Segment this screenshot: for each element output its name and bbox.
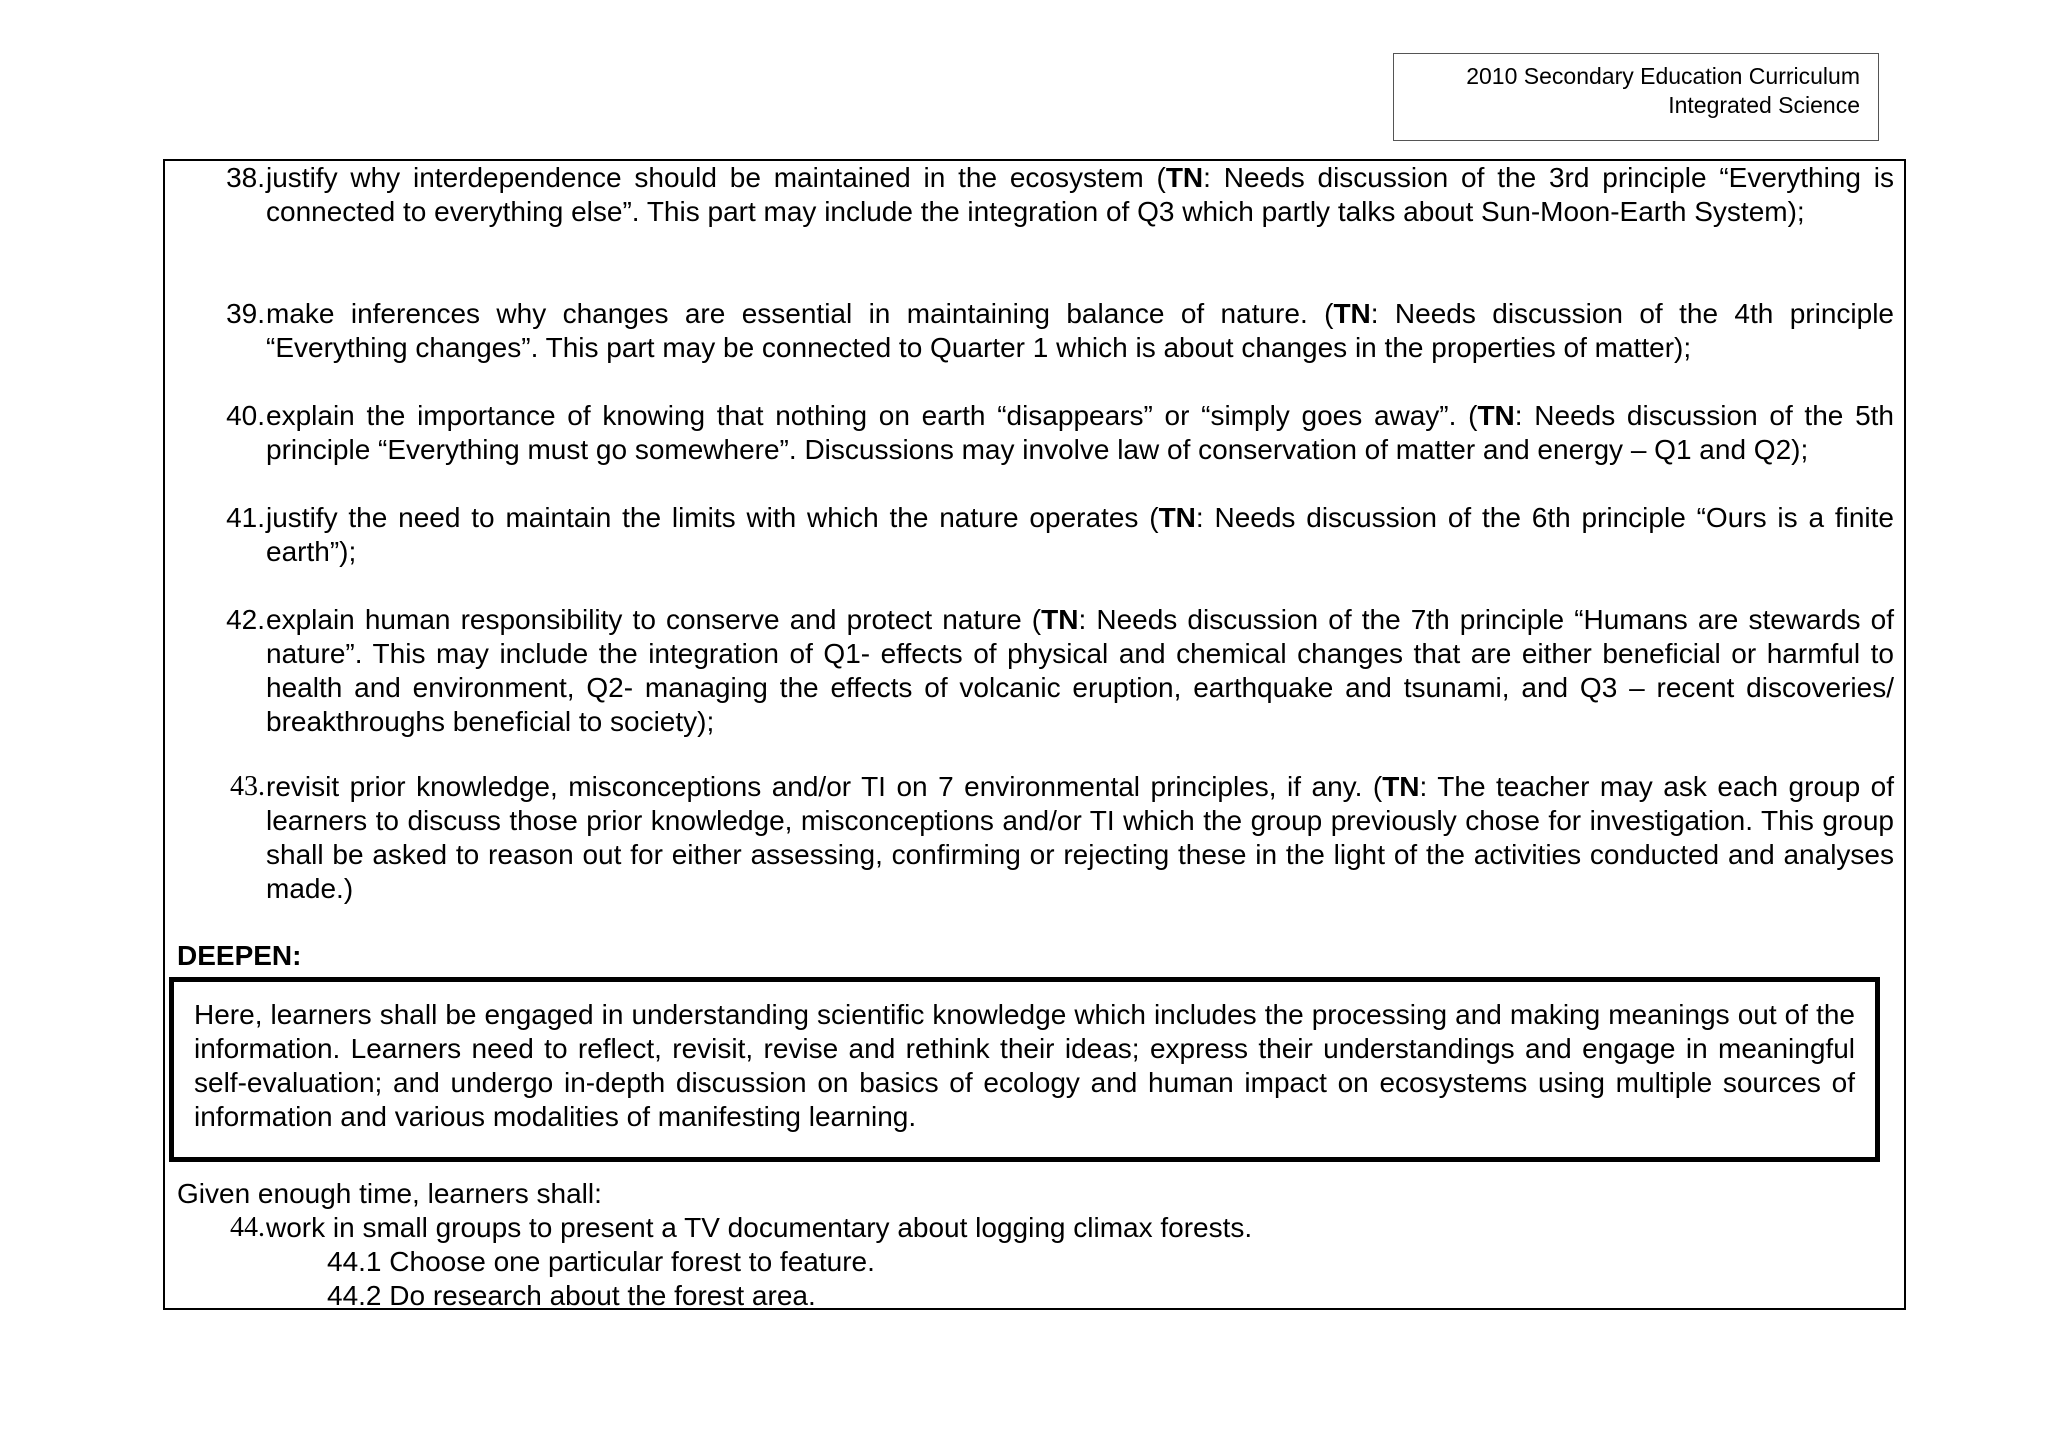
item-text: justify the need to maintain the limits with which the nature operates (TN: Needs discussion of the 6th principle “Ours is a finite earth”); xyxy=(266,502,1895,567)
deepen-heading: DEEPEN: xyxy=(177,940,302,971)
item-number: 44. xyxy=(230,1212,265,1243)
item-text: work in small groups to present a TV documentary about logging climax forests. xyxy=(266,1212,1253,1243)
teacher-note-label: TN xyxy=(1158,502,1196,533)
subitem-44-1: 44.1 Choose one particular forest to feature. xyxy=(327,1246,875,1277)
subitem-44-2: 44.2 Do research about the forest area. xyxy=(327,1280,816,1311)
curriculum-header-box xyxy=(1393,53,1879,141)
item-number: 43. xyxy=(230,771,265,802)
teacher-note-label: TN xyxy=(1165,162,1204,193)
item-number: 39. xyxy=(226,298,265,329)
item-text: explain human responsibility to conserve and protect nature (TN: Needs discussion of the 7th principle “Humans are stewards of nature”. This may include the integration of Q1- effects of physical and chemical changes that are either beneficial or harmful to health and environment, Q2- managing the effects of volcanic eruption, earthquake and tsunami, and Q3 – recent discoveries/ breakthroughs beneficial to society); xyxy=(266,604,1894,737)
teacher-note-label: TN xyxy=(1333,298,1371,329)
teacher-note-label: TN xyxy=(1477,400,1515,431)
item-text: justify why interdependence should be maintained in the ecosystem (TN: Needs discussion of the 3rd principle “Everything is connected to everything else”. This part may include the integration of Q3 which partly talks about Sun-Moon-Earth System); xyxy=(266,162,1894,227)
item-number: 40. xyxy=(226,400,265,431)
item-number: 38. xyxy=(226,162,265,193)
header-curriculum-title: 2010 Secondary Education Curriculum xyxy=(1466,63,1860,89)
item-text: make inferences why changes are essential in maintaining balance of nature. (TN: Needs discussion of the 4th principle “Everything changes”. This part may be connected to Quarter 1 which is about changes in the properties of matter); xyxy=(266,298,1894,363)
item-number: 41. xyxy=(226,502,265,533)
item-text: revisit prior knowledge, misconceptions and/or TI on 7 environmental principles, if any. (TN: The teacher may ask each group of learners to discuss those prior knowledge, misconceptions and/or TI which the group previously chose for investigation. This group shall be asked to reason out for either assessing, confirming or rejecting these in the light of the activities conducted and analyses made.) xyxy=(266,771,1895,904)
teacher-note-label: TN xyxy=(1382,771,1420,802)
item-text: explain the importance of knowing that nothing on earth “disappears” or “simply goes away”. (TN: Needs discussion of the 5th principle “Everything must go somewhere”. Discussions may involve law of conservation of matter and energy – Q1 and Q2); xyxy=(266,400,1894,465)
content-frame xyxy=(163,159,1906,1310)
given-enough-time-intro: Given enough time, learners shall: xyxy=(177,1178,602,1209)
deepen-description-box xyxy=(169,977,1880,1162)
item-number: 42. xyxy=(226,604,265,635)
header-subject: Integrated Science xyxy=(1668,92,1860,118)
teacher-note-label: TN xyxy=(1041,604,1079,635)
deepen-description-text: Here, learners shall be engaged in understanding scientific knowledge which includes the processing and making meanings out of the information. Learners need to reflect, revisit, revise and rethink their ideas; express their understandings and engage in meaningful self-evaluation; and undergo in-depth discussion on basics of ecology and human impact on ecosystems using multiple sources of information and various modalities of manifesting learning. xyxy=(194,999,1855,1132)
